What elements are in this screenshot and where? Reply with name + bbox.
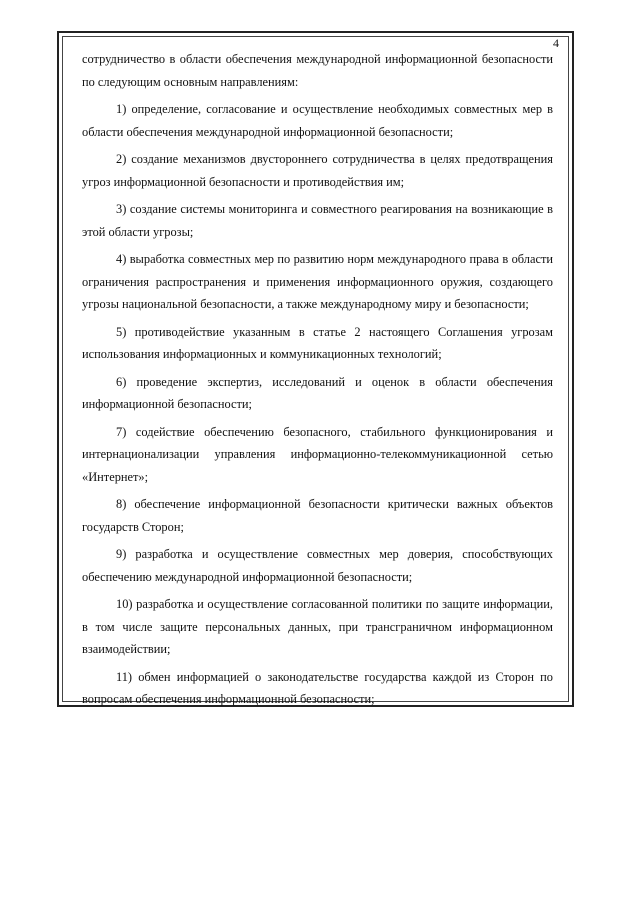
list-item: 3) создание системы мониторинга и совместного реагирования на возникающие в этой области угрозы; (82, 202, 553, 239)
list-item: 5) противодействие указанным в статье 2 настоящего Соглашения угрозам использования информационных и коммуникационных технологий; (82, 324, 553, 361)
intro-paragraph: сотрудничество в области обеспечения международной информационной безопасности по следующим основным направлениям: (82, 52, 553, 89)
list-item: 4) выработка совместных мер по развитию норм международного права в области ограничения распространения и применения информационного оружия, создающего угрозы национальной безопасности, а также международному миру и безопасности; (82, 252, 553, 311)
document-body (82, 48, 553, 716)
list-item: 11) обмен информацией о законодательстве государства каждой из Сторон по вопросам обеспечения информационной безопасности; (82, 669, 553, 706)
list-item: 6) проведение экспертиз, исследований и оценок в области обеспечения информационной безопасности; (82, 374, 553, 411)
list-item: 7) содействие обеспечению безопасного, стабильного функционирования и интернационализации управления информационно-телекоммуникационной сетью «Интернет»; (82, 424, 553, 484)
page-number: 4 (553, 36, 559, 50)
list-item: 9) разработка и осуществление совместных мер доверия, способствующих обеспечению международной информационной безопасности; (82, 547, 553, 584)
list-item: 10) разработка и осуществление согласованной политики по защите информации, в том числе защите персональных данных, при трансграничном информационном взаимодействии; (82, 597, 553, 656)
list-item: 2) создание механизмов двустороннего сотрудничества в целях предотвращения угроз информационной безопасности и противодействия им; (82, 152, 553, 189)
list-item: 8) обеспечение информационной безопасности критически важных объектов государств Сторон; (82, 497, 553, 534)
list-item: 1) определение, согласование и осуществление необходимых совместных мер в области обеспечения международной информационной безопасности; (82, 102, 553, 139)
